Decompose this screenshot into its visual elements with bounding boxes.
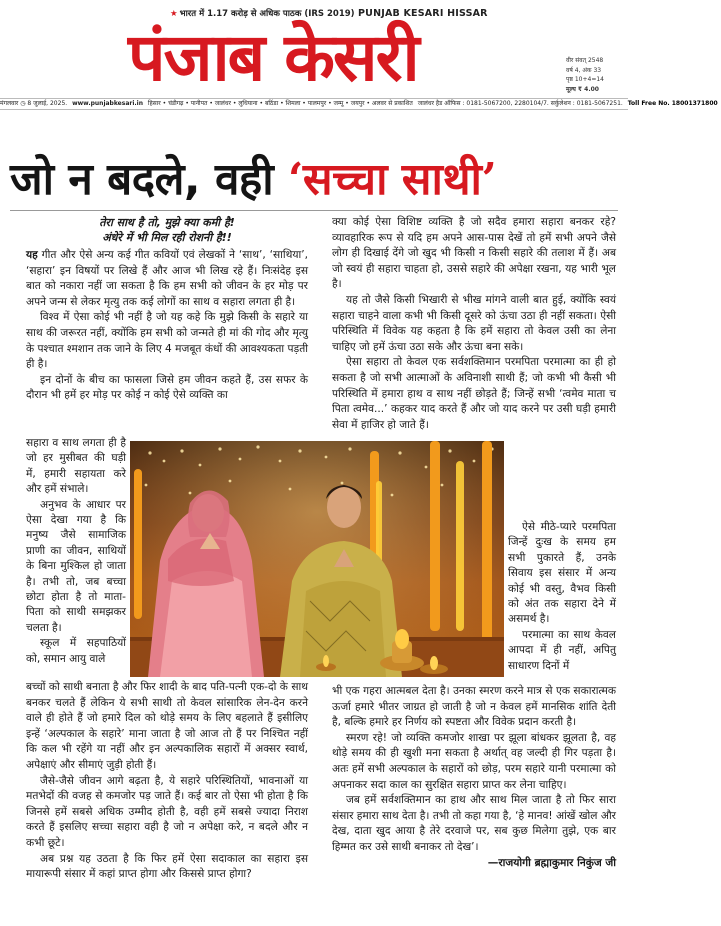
article-paragraph: जब हमें सर्वशक्तिमान का हाथ और साथ मिल जाता है तो फिर सारा संसार हमारा साथ देता है। तभी तो कहा गया है, ‘हे मानव! आंखें खोल और देख, दाता खुद आया है तेरे दरवाजे पर, सब कुछ मिलेगा तुझे, एक बार हिम्मत कर उसे साथी बनाकर तो देख’।: [332, 794, 616, 853]
opening-quote-line: अंधेरे में भी मिल रही रोशनी है!!: [102, 231, 232, 244]
article-paragraph: भी एक गहरा आत्मबल देता है। उनका स्मरण करने मात्र से एक सकारात्मक ऊर्जा हमारे भीतर जाग्रत हो जाती है जो न केवल हमें मानसिक शांति देती है, बल्कि हमारे हर निर्णय को स्पष्टता और विवेक प्रदान करती है।: [332, 685, 616, 729]
edition-line: वीर संवत् 2548: [566, 57, 604, 64]
headline-divider: [10, 210, 618, 211]
article-paragraph: इन दोनों के बीच का फासला जिसे हम जीवन कहते हैं, उस सफर के दौरान भी हमें हर मोड़ पर कोई न कोई ऐसे व्यक्ति का: [26, 373, 308, 402]
article-byline: —राजयोगी ब्रह्माकुमार निकुंज जी: [487, 856, 616, 869]
article-paragraph: जैसे-जैसे जीवन आगे बढ़ता है, ये सहारे परिस्थितियों, भावनाओं या मतभेदों की वजह से कमजोर पड़ जाते हैं। कई बार तो ऐसा भी होता है कि जिनसे हमें सबसे अधिक उम्मीद होती है, वही हमें सबसे ज्यादा निराश करते हैं इसलिए सच्चा सहारा वही है जो न अपेक्षा करे, न बदले और न कभी छूटे।: [26, 774, 308, 849]
article-column-left-narrow: [26, 436, 126, 667]
masthead-edition-name: PUNJAB KESARI HISSAR: [358, 8, 488, 19]
article-paragraph: बच्चों को साथी बनाता है और फिर शादी के बाद पति-पत्नी एक-दो के साथ बनकर चलते हैं लेकिन ये सभी साथी तो केवल सांसारिक लेन-देन करने वाले ही होते हैं जो हमारे दिल को थोड़े समय के लिए बहलाते हैं इसीलिए इन्हें ‘अल्पकाल के सहारे’ माना जाता है जो आज तो हैं पर निश्चित नहीं कि कल भी रहेंगे या नहीं और इन अल्पकालिक सहारों में अक्सर स्वार्थ, अपेक्षाएं और सीमाएं जुड़ी होती हैं।: [26, 681, 308, 771]
edition-cities: हिसार • चंडीगढ़ • पानीपत • जालंधर • लुधियाना • बठिंडा • शिमला • पालमपुर • जम्मू • जयपुर • अलवर से प्रकाशित: [147, 100, 413, 107]
article-column-right-bottom: [332, 684, 616, 871]
edition-line: पृष्ठ 10+4=14: [566, 76, 604, 83]
newspaper-logo: पंजाब केसरी: [128, 19, 418, 96]
article-paragraph: सहारा व साथ लगता ही है जो हर मुसीबत की घड़ी में, हमारी सहायता करे और हमें संभाले।: [26, 437, 126, 496]
article-column-right-narrow: [508, 520, 616, 674]
toll-free-number: Toll Free No. 18001371800: [627, 100, 718, 107]
masthead-tagline: ★ भारत में 1.17 करोड़ से अधिक पाठक (IRS 2019): [170, 9, 355, 19]
headline-part-2: ‘सच्चा साथी’: [288, 154, 497, 205]
masthead: [0, 0, 628, 102]
headline-part-1: जो न बदले, वही: [10, 154, 288, 205]
article-paragraph: स्मरण रहे! जो व्यक्ति कमजोर शाखा पर झूला बांधकर झूलता है, वह थोड़े समय की ही खुशी मना सकता है अर्थात् वह जल्दी ही गिर पड़ता है। अतः हमें सभी अल्पकाल के सहारों को छोड़, परम सहारे यानी परमात्मा को अपनाकर सदा काल का सुरक्षित सहारा प्राप्त कर लेना चाहिए।: [332, 731, 616, 791]
article-paragraph: अब प्रश्न यह उठता है कि फिर हमें ऐसा सदाकाल का सहारा इस मायारूपी संसार में कहां प्राप्त होगा और किससे प्राप्त होगा?: [26, 852, 308, 881]
article-paragraph: ऐसे मीठे-प्यारे परमपिता जिन्हें दुःख के समय हम सभी पुकारते हैं, उनके सिवाय इस संसार में अन्य कोई भी वस्तु, वैभव किसी को अंत तक सहारा देने में असमर्थ है।: [508, 521, 616, 626]
article-headline: [10, 150, 620, 210]
office-contacts: जालंधर हैड ऑफिस : 0181-5067200, 2280104/7. सर्कुलेशन : 0181-5067251.: [417, 100, 623, 107]
edition-line: वर्ष 4, अंक 33: [566, 66, 602, 74]
lead-word: यह: [26, 249, 38, 261]
edition-price: मूल्य ₹ 4.00: [566, 85, 599, 93]
article-paragraph: ऐसा सहारा तो केवल एक सर्वशक्तिमान परमपिता परमात्मा का ही हो सकता है जो सभी आत्माओं के अविनाशी साथी हैं; जो कभी भी कैसी भी परिस्थिति में हमारा हाथ व साथ नहीं छोड़ते हैं; जिन्हें सभी ‘त्वमेव माता च पिता त्वमेव...’ कहकर याद करते हैं और जो याद करने पर उसी घड़ी हमारी सेवा में हाजिर हो जाते हैं।: [332, 356, 616, 431]
article-photo-praying-couple: [130, 441, 504, 677]
article-paragraph: स्कूल में सहपाठियों को, समान आयु वाले: [26, 637, 126, 665]
article-column-left-top: [26, 215, 308, 404]
star-icon: ★: [170, 9, 178, 19]
article-paragraph: यह गीत और ऐसे अन्य कई गीत कवियों एवं लेखकों ने ‘साथ’, ‘साथिया’, ‘सहारा’ इन विषयों पर लिखे हैं और आज भी लिख रहे हैं। निःसंदेह इस बात को नकारा नहीं जा सकता है कि हम सभी को जीवन के हर मोड़ पर अपने जन्म से लेकर मृत्यु तक कई लोगों का साथ व सहारा लगता ही है।: [26, 249, 308, 308]
article-column-right-top: [332, 215, 616, 433]
article-column-left-bottom: [26, 680, 308, 883]
opening-quote-line: तेरा साथ है तो, मुझे क्या कमी है!: [99, 216, 235, 229]
info-strip: [0, 98, 718, 110]
article-paragraph: विश्व में ऐसा कोई भी नहीं है जो यह कहे कि मुझे किसी के सहारे या साथ की जरूरत नहीं, क्योंकि हम सभी को जन्मते ही मां की गोद और मृत्यु के पश्चात श्मशान तक जाने के लिए 4 मजबूत कंधों की आवश्यकता पड़ती ही है।: [26, 311, 308, 371]
article-paragraph: यह तो जैसे किसी भिखारी से भीख मांगने वाली बात हुई, क्योंकि स्वयं सहारा चाहने वाला कभी भी किसी दूसरे को ऊंचा उठा ही नहीं सकता। ऐसी परिस्थिति में विवेक यह कहता है कि हमें सहारा तो केवल उसी का लेना चाहिए जो हमें ऊंचा उठा सके और ऊंचा बना सके।: [332, 293, 616, 353]
article-paragraph: अनुभव के आधार पर ऐसा देखा गया है कि मनुष्य जैसे सामाजिक प्राणी का जीवन, साथियों के बिना मुश्किल हो जाता है। तभी तो, जब बच्चा छोटा होता है तो माता-पिता को साथी समझकर चलता है।: [26, 498, 126, 634]
website-link[interactable]: www.punjabkesari.in: [72, 100, 143, 107]
article-paragraph: क्या कोई ऐसा विशिष्ट व्यक्ति है जो सदैव हमारा सहारा बनकर रहे? व्यावहारिक रूप से यदि हम अपने आस-पास देखें तो हमें सभी अपने जैसे लोग ही दिखाई देंगे जो खुद भी किसी न किसी सहारे की तलाश में हैं। अब जो स्वयं ही सहारा चाहता हो, उससे सहारे की अपेक्षा रखना, यह भारी भूल है।: [332, 216, 616, 291]
issue-date: मंगलवार ◷ 8 जुलाई, 2025.: [0, 100, 68, 107]
article-paragraph: परमात्मा का साथ केवल आपदा में ही नहीं, अपितु साधारण दिनों में: [508, 628, 616, 672]
edition-info: [566, 56, 628, 94]
photo-illustration: [130, 441, 504, 677]
